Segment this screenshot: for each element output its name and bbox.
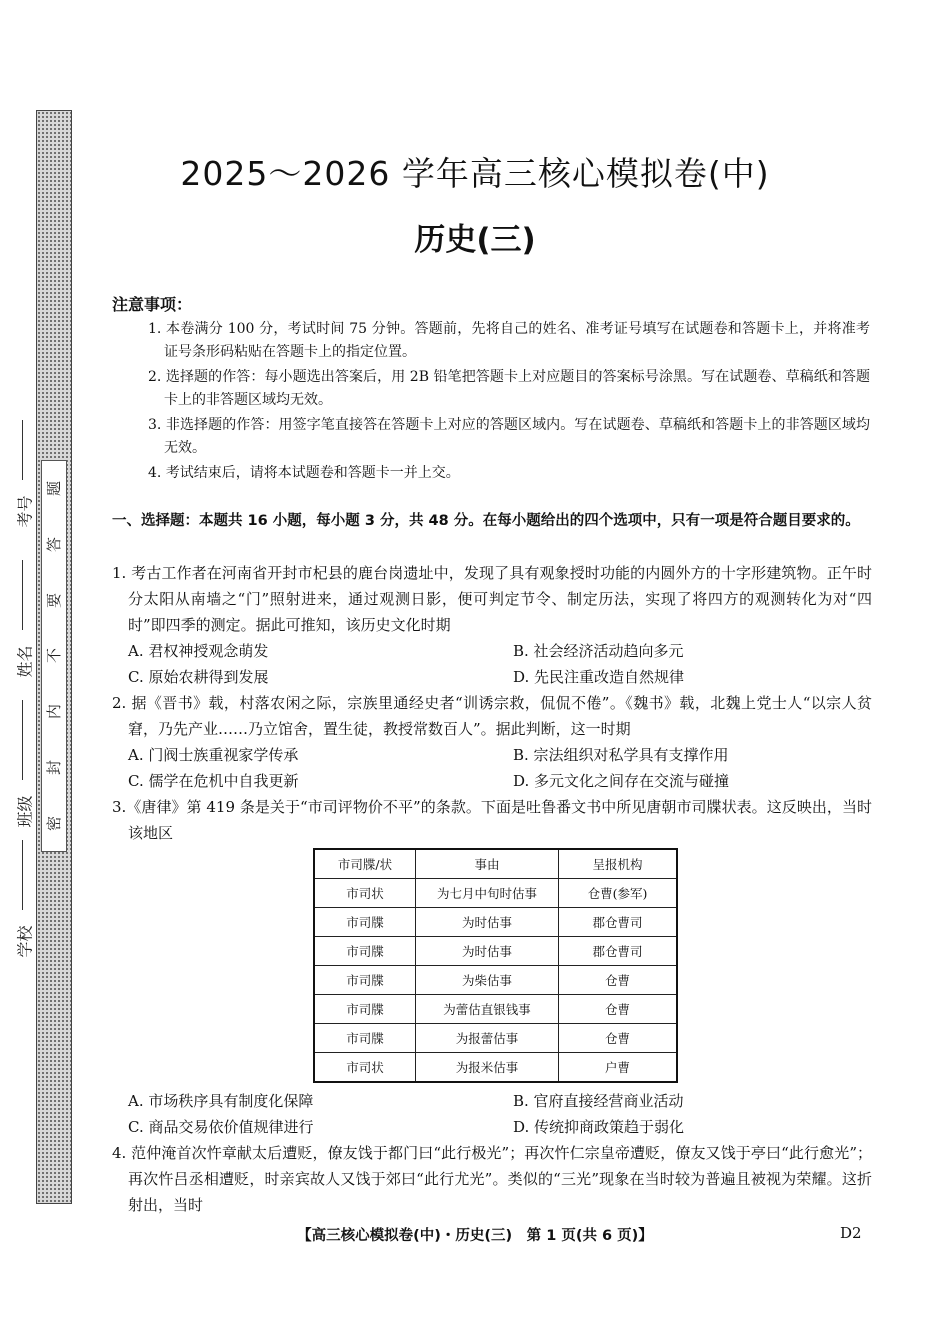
option-d: D. 多元文化之间存在交流与碰撞 [513, 772, 730, 790]
table-cell: 仓曹(参军) [559, 879, 678, 908]
seal-char: 不 [45, 648, 64, 664]
option-b: B. 官府直接经营商业活动 [513, 1092, 684, 1110]
seal-char: 封 [45, 759, 64, 775]
question-stem: 1. 考古工作者在河南省开封市杞县的鹿台岗遗址中，发现了具有观象授时功能的内圆外方的十字形建筑物。正午时分太阳从南墙之“门”照射进来，通过观测日影，便可判定节令、制定历法，实现了将四方的观测转化为对“四时”即四季的测定。据此可推知，该历史文化时期 [112, 564, 872, 634]
option-c: C. 原始农耕得到发展 [128, 668, 269, 686]
seal-char: 题 [45, 481, 64, 497]
table-cell: 户曹 [559, 1053, 678, 1083]
option-grid [112, 742, 872, 794]
table-cell: 仓曹 [559, 966, 678, 995]
question-stem: 2. 据《晋书》载，村落农闲之际，宗族里通经史者“训诱宗救，侃侃不倦”。《魏书》载，北魏上党士人“以宗人贫窘，乃先产业……乃立馆舍，置生徒，教授常数百人”。据此判断，这一时期 [112, 694, 872, 738]
table-cell: 郡仓曹司 [559, 937, 678, 966]
table-row [314, 1053, 677, 1083]
table-cell: 为报蕾估事 [416, 1024, 559, 1053]
notice-item: 1. 本卷满分 100 分，考试时间 75 分钟。答题前，先将自己的姓名、准考证号填写在试题卷和答题卡上，并将准考证号条形码粘贴在答题卡上的指定位置。 [148, 321, 870, 360]
table-cell: 市司牒 [314, 908, 416, 937]
exam-title: 2025～2026 学年高三核心模拟卷(中) [180, 154, 770, 193]
table-cell: 为报米估事 [416, 1053, 559, 1083]
table-header: 市司牒/状 [314, 849, 416, 879]
option-grid [112, 1088, 872, 1140]
name-line [22, 560, 23, 630]
notice-item: 4. 考试结束后，请将本试题卷和答题卡一并上交。 [148, 465, 460, 481]
option-d: D. 先民注重改造自然规律 [513, 668, 685, 686]
option-a: A. 市场秩序具有制度化保障 [128, 1092, 314, 1110]
table-cell: 为时估事 [416, 937, 559, 966]
page-footer: 【高三核心模拟卷(中)・历史(三) 第 1 页(共 6 页)】 [297, 1228, 653, 1244]
seal-char: 要 [45, 592, 64, 608]
notice-heading: 注意事项： [112, 295, 193, 314]
table-cell: 为柴估事 [416, 966, 559, 995]
table-header-row [314, 849, 677, 879]
table-cell: 为蕾估直银钱事 [416, 995, 559, 1024]
option-b: B. 宗法组织对私学具有支撑作用 [513, 746, 729, 764]
school-line [22, 840, 23, 910]
table-cell: 市司牒 [314, 995, 416, 1024]
question-stem: 3.《唐律》第 419 条是关于“市司评物价不平”的条款。下面是吐鲁番文书中所见唐朝市司牒状表。这反映出，当时该地区 [112, 798, 872, 842]
section-heading: 一、选择题：本题共 16 小题，每小题 3 分，共 48 分。在每小题给出的四个选项中，只有一项是符合题目要求的。 [112, 513, 860, 529]
option-grid [112, 638, 872, 690]
option-a: A. 君权神授观念萌发 [128, 642, 269, 660]
table-cell: 市司牒 [314, 1024, 416, 1053]
table-cell: 市司牒 [314, 966, 416, 995]
question-3 [112, 794, 872, 846]
notice-item: 3. 非选择题的作答：用签字笔直接答在答题卡上对应的答题区域内。写在试题卷、草稿纸和答题卡上的非答题区域均无效。 [148, 417, 870, 456]
table-cell: 市司牒 [314, 937, 416, 966]
table-cell: 为七月中旬时估事 [416, 879, 559, 908]
notice-item: 2. 选择题的作答：每小题选出答案后，用 2B 铅笔把答题卡上对应题目的答案标号涂黑。写在试题卷、草稿纸和答题卡上的非答题区域均无效。 [148, 369, 870, 408]
table-cell: 郡仓曹司 [559, 908, 678, 937]
table-cell: 为时估事 [416, 908, 559, 937]
option-d: D. 传统抑商政策趋于弱化 [513, 1118, 685, 1136]
seal-char: 密 [45, 815, 64, 831]
table-cell: 仓曹 [559, 1024, 678, 1053]
option-c: C. 儒学在危机中自我更新 [128, 772, 299, 790]
option-a: A. 门阀士族重视家学传承 [128, 746, 299, 764]
table-cell: 市司状 [314, 1053, 416, 1083]
table-header: 呈报机构 [559, 849, 678, 879]
school-label: 学校 [15, 925, 35, 958]
paper-code: D2 [840, 1224, 862, 1242]
table-row [314, 908, 677, 937]
question-3-options [112, 1088, 872, 1140]
question-stem: 4. 范仲淹首次忤章献太后遭贬，僚友饯于都门曰“此行极光”；再次忤仁宗皇帝遭贬，僚友又饯于亭曰“此行愈光”；再次忤吕丞相遭贬，时亲宾故人又饯于郊曰“此行尤光”。类似的“三光”现象在当时较为普遍且被视为荣耀。这折射出，当时 [112, 1144, 872, 1214]
table-row [314, 937, 677, 966]
table-cell: 市司状 [314, 879, 416, 908]
class-line [22, 700, 23, 780]
notice-list [148, 318, 870, 487]
exam-number-line [22, 420, 23, 480]
seal-char: 答 [45, 537, 64, 553]
table-row [314, 995, 677, 1024]
table-cell: 仓曹 [559, 995, 678, 1024]
option-b: B. 社会经济活动趋向多元 [513, 642, 684, 660]
option-c: C. 商品交易依价值规律进行 [128, 1118, 314, 1136]
question-4 [112, 1140, 872, 1218]
question-2 [112, 690, 872, 794]
exam-subtitle: 历史(三) [414, 222, 536, 258]
table-header: 事由 [416, 849, 559, 879]
question-1 [112, 560, 872, 690]
name-label: 姓名 [15, 645, 35, 678]
table-row [314, 966, 677, 995]
table-row [314, 1024, 677, 1053]
table-row [314, 879, 677, 908]
seal-char: 内 [45, 704, 64, 720]
market-report-table [313, 848, 678, 1083]
class-label: 班级 [15, 795, 35, 828]
seal-line-box [41, 460, 67, 852]
exam-number-label: 考号 [15, 495, 35, 528]
